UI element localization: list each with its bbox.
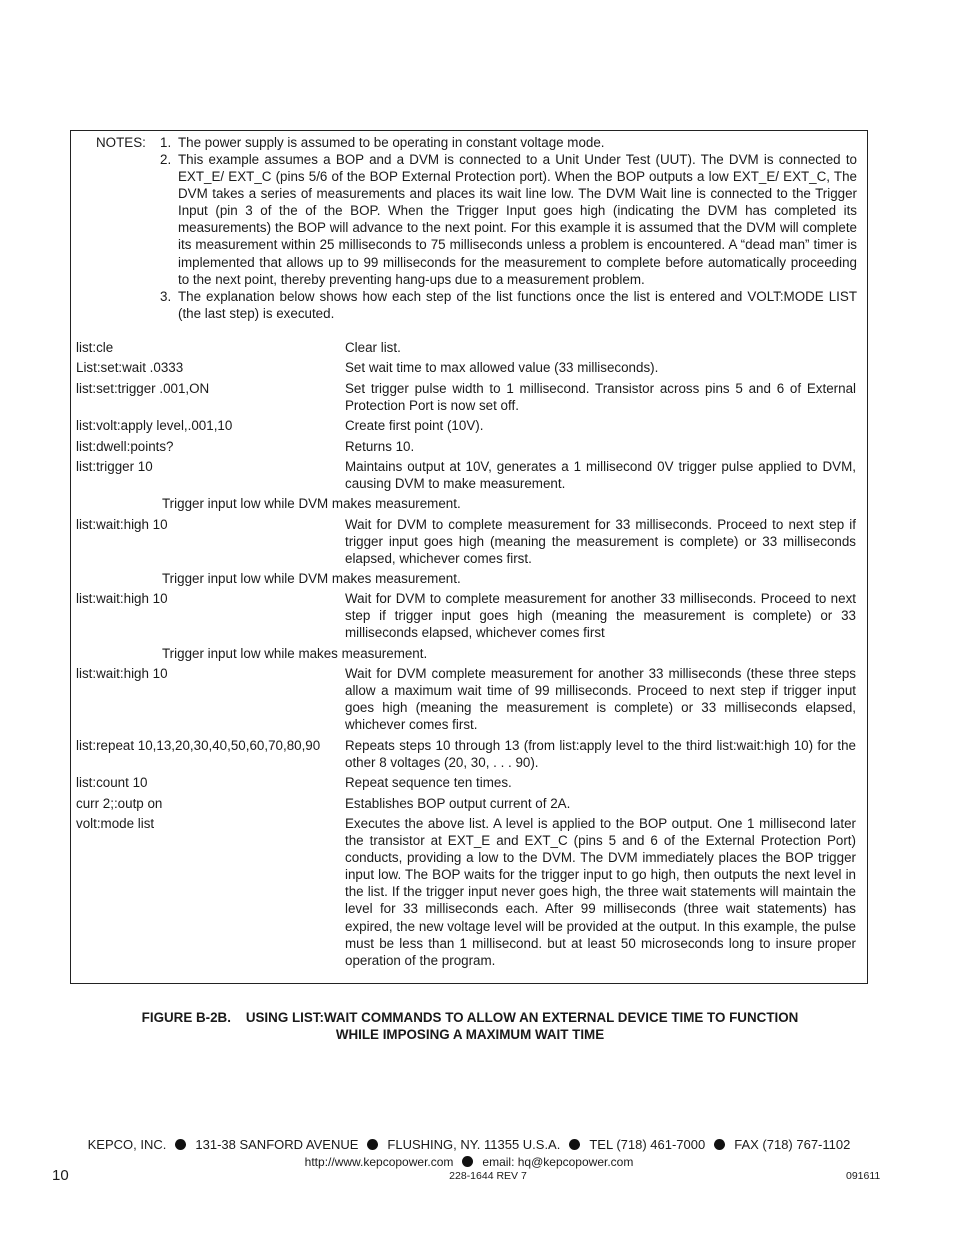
footer-address: 131-38 SANFORD AVENUE (195, 1137, 359, 1152)
bullet-icon (175, 1139, 186, 1150)
command-description: Returns 10. (345, 439, 415, 454)
command-description: Set wait time to max allowed value (33 milliseconds). (345, 360, 659, 375)
command-description: Repeats steps 10 through 13 (from list:apply level to the third list:wait:high 10) for the other 8 voltages (20, 30, . . . 90). (345, 738, 856, 771)
command-text: list:repeat 10,13,20,30,40,50,60,70,80,90 (76, 738, 321, 753)
command-text: list:cle (76, 340, 114, 355)
notes-label: NOTES: (96, 135, 146, 150)
note-number: 1. (160, 135, 172, 150)
date-code: 091611 (846, 1170, 881, 1182)
footer-tel: TEL (718) 461-7000 (589, 1137, 706, 1152)
command-text: list:count 10 (76, 775, 148, 790)
command-text: list:wait:high 10 (76, 517, 168, 532)
bullet-icon (569, 1139, 580, 1150)
bullet-icon (367, 1139, 378, 1150)
command-description: Repeat sequence ten times. (345, 775, 512, 790)
command-text: list:dwell:points? (76, 439, 174, 454)
footer-email[interactable]: email: hq@kepcopower.com (482, 1155, 634, 1169)
command-text: List:set:wait .0333 (76, 360, 184, 375)
bullet-icon (714, 1139, 725, 1150)
command-text: volt:mode list (76, 816, 155, 831)
interlude-note: Trigger input low while DVM makes measurement. (162, 496, 461, 511)
note-item (160, 151, 857, 288)
note-text: The power supply is assumed to be operating in constant voltage mode. (178, 135, 605, 150)
caption-line-2: WHILE IMPOSING A MAXIMUM WAIT TIME (335, 1027, 605, 1042)
footer-contact (0, 1137, 938, 1153)
command-description: Establishes BOP output current of 2A. (345, 796, 571, 811)
command-text: list:wait:high 10 (76, 666, 168, 681)
command-description: Wait for DVM complete measurement for another 33 milliseconds (these three steps allow a maximum wait time of 99 milliseconds. Proceed to next step if trigger input goes high (meaning the measurement is complete) or 33 milliseconds elapsed, whichever comes first. (345, 666, 856, 733)
page-number: 10 (52, 1167, 69, 1184)
caption-line-1: FIGURE B-2B. USING LIST:WAIT COMMANDS TO ALLOW AN EXTERNAL DEVICE TIME TO FUNCTION (141, 1010, 799, 1025)
note-item (160, 288, 857, 322)
command-text: list:set:trigger .001,ON (76, 381, 210, 396)
footer-url[interactable]: http://www.kepcopower.com (304, 1155, 454, 1169)
footer-company: KEPCO, INC. (87, 1137, 167, 1152)
command-text: curr 2;:outp on (76, 796, 163, 811)
command-description: Wait for DVM to complete measurement for 33 milliseconds. Proceed to next step if trigger input goes high (meaning the measurement is complete) or 33 milliseconds elapsed, whichever comes first. (345, 517, 856, 567)
bullet-icon (462, 1156, 473, 1167)
command-text: list:trigger 10 (76, 459, 153, 474)
command-text: list:wait:high 10 (76, 591, 168, 606)
command-description: Set trigger pulse width to 1 millisecond. Transistor across pins 5 and 6 of External Protection Port is now set off. (345, 381, 856, 414)
revision-label: 228-1644 REV 7 (449, 1170, 527, 1182)
footer-city: FLUSHING, NY. 11355 U.S.A. (387, 1137, 561, 1152)
note-number: 2. (160, 152, 172, 167)
note-text: This example assumes a BOP and a DVM is connected to a Unit Under Test (UUT). The DVM is connected to EXT_E/ EXT_C (pins 5/6 of the BOP External Protection port). When the BOP outputs a low EXT_E/ EXT_C, The DVM takes a series of measurements and places its wait line low. The DVM Wait line is connected to the Trigger Input (pin 3 of the of the BOP. When the Trigger Input goes high (indicating the DVM has completed its measurements) the BOP will advance to the next point. For this example it is assumed that the DVM will complete its measurement within 25 milliseconds to 75 milliseconds unless a problem is encountered. A “dead man” timer is implemented that allows up to 99 milliseconds for the measurement to complete before automatically proceeding to the next point, thereby preventing hang-ups due to a measurement problem. (178, 152, 857, 287)
command-description: Create first point (10V). (345, 418, 484, 433)
command-description: Clear list. (345, 340, 401, 355)
footer-fax: FAX (718) 767-1102 (734, 1137, 851, 1152)
figure-frame (70, 130, 868, 984)
command-description: Wait for DVM to complete measurement for another 33 milliseconds. Proceed to next step if trigger input goes high (meaning the measurement is complete) or 33 milliseconds elapsed, whichever comes first (345, 591, 856, 641)
command-description: Executes the above list. A level is applied to the BOP output. One 1 millisecond later the transistor at EXT_E and EXT_C (pins 5 and 6 of the External Protection Port) conducts, providing a low to the DVM. The DVM immediately places the BOP trigger input low. The BOP waits for the trigger input to go high, then outputs the next level in the list. If the trigger input never goes high, the three wait statements will maintain the level for 33 milliseconds each. After 99 milliseconds (three wait statements) has expired, the new voltage level will be provided at the output. In this example, the pulse must be less than 1 millisecond. but at least 50 microseconds long to insure proper operation of the program. (345, 816, 856, 968)
command-text: list:volt:apply level,.001,10 (76, 418, 233, 433)
note-number: 3. (160, 289, 172, 304)
figure-caption (0, 1009, 940, 1043)
note-item (160, 134, 857, 151)
command-description: Maintains output at 10V, generates a 1 millisecond 0V trigger pulse applied to DVM, causing DVM to make measurement. (345, 459, 856, 492)
interlude-note: Trigger input low while DVM makes measurement. (162, 571, 461, 586)
footer-web (0, 1154, 938, 1170)
note-text: The explanation below shows how each step of the list functions once the list is entered and VOLT:MODE LIST (the last step) is executed. (178, 289, 857, 322)
interlude-note: Trigger input low while makes measurement. (162, 646, 428, 661)
